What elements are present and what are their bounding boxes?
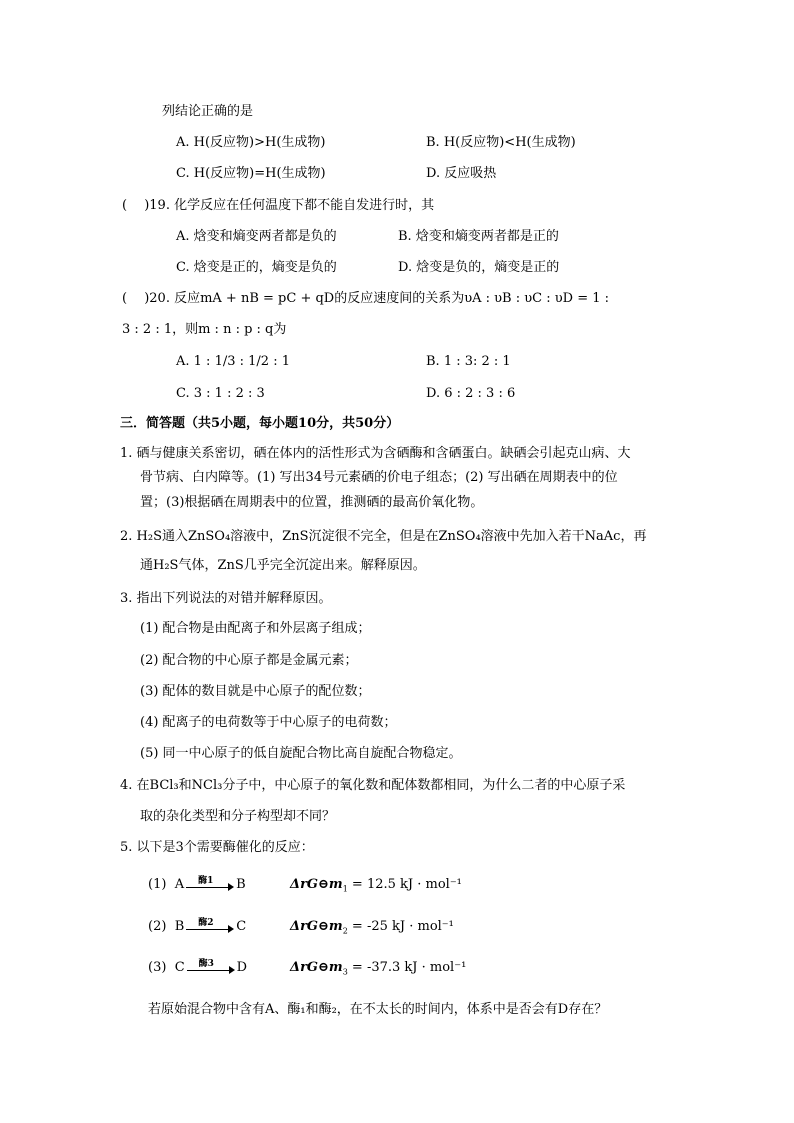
q19-option-c: C. 焓变是正的，熵变是负的 xyxy=(176,260,337,275)
q20-stem-line2: 3 : 2 : 1，则m : n : p : q为 xyxy=(122,322,287,337)
q18-option-a: A. H(反应物)>H(生成物) xyxy=(176,135,326,150)
reaction-1: (1) A 酶1 B xyxy=(148,875,246,892)
s3-item-5: (5) 同一中心原子的低自旋配合物比高自旋配合物稳定。 xyxy=(140,746,462,761)
s5-stem: 5. 以下是3个需要酶催化的反应： xyxy=(120,840,314,855)
q18-tail: 列结论正确的是 xyxy=(162,104,254,119)
s1-line3: 置；(3)根据硒在周期表中的位置，推测硒的最高价氧化物。 xyxy=(140,495,484,510)
reaction-arrow-icon: 酶2 xyxy=(186,921,234,933)
q20-option-d: D. 6 : 2 : 3 : 6 xyxy=(426,386,516,401)
s4-line1: 4. 在BCl₃和NCl₃分子中，中心原子的氧化数和配体数都相同，为什么二者的中心原子采 xyxy=(120,778,626,793)
s3-item-2: (2) 配合物的中心原子都是金属元素； xyxy=(140,653,358,668)
reaction-2: (2) B 酶2 C xyxy=(148,917,247,934)
s3-item-3: (3) 配体的数目就是中心原子的配位数； xyxy=(140,684,371,699)
reaction-arrow-icon: 酶3 xyxy=(187,962,235,974)
delta-g-2: $\Delta rG⊖m_2 = -25$ kJ · mol⁻¹ xyxy=(290,919,454,936)
reaction-3: (3) C 酶3 D xyxy=(148,958,248,975)
q19-option-b: B. 焓变和熵变两者都是正的 xyxy=(398,229,559,244)
q19-stem: ( )19. 化学反应在任何温度下都不能自发进行时，其 xyxy=(122,198,435,213)
s2-line1: 2. H₂S通入ZnSO₄溶液中，ZnS沉淀很不完全，但是在ZnSO₄溶液中先加入若干NaAc，再 xyxy=(120,529,647,544)
s4-line2: 取的杂化类型和分子构型却不同？ xyxy=(140,809,336,824)
s1-line2: 骨节病、白内障等。(1) 写出34号元素硒的价电子组态；(2) 写出硒在周期表中的位 xyxy=(140,470,618,485)
delta-g-1: $\Delta rG⊖m_1 = 12.5$ kJ · mol⁻¹ xyxy=(290,877,462,894)
q18-option-d: D. 反应吸热 xyxy=(426,166,497,181)
s2-line2: 通H₂S气体，ZnS几乎完全沉淀出来。解释原因。 xyxy=(140,558,426,573)
s3-item-4: (4) 配离子的电荷数等于中心原子的电荷数； xyxy=(140,715,397,730)
delta-g-3: $\Delta rG⊖m_3 = -37.3$ kJ · mol⁻¹ xyxy=(290,960,467,977)
q20-option-b: B. 1 : 3: 2 : 1 xyxy=(426,354,511,369)
s3-item-1: (1) 配合物是由配离子和外层离子组成； xyxy=(140,621,371,636)
s5-question: 若原始混合物中含有A、酶₁和酶₂，在不太长的时间内，体系中是否会有D存在？ xyxy=(148,1002,608,1017)
q20-option-c: C. 3 : 1 : 2 : 3 xyxy=(176,386,265,401)
section-3-heading: 三．简答题（共5小题，每小题10分，共50分） xyxy=(120,416,400,431)
reaction-arrow-icon: 酶1 xyxy=(186,879,234,891)
q19-option-d: D. 焓变是负的，熵变是正的 xyxy=(398,260,560,275)
s1-line1: 1. 硒与健康关系密切，硒在体内的活性形式为含硒酶和含硒蛋白。缺硒会引起克山病、大 xyxy=(120,446,631,461)
s3-stem: 3. 指出下列说法的对错并解释原因。 xyxy=(120,591,332,606)
q20-option-a: A. 1 : 1/3 : 1/2 : 1 xyxy=(176,354,290,369)
q18-option-b: B. H(反应物)<H(生成物) xyxy=(426,135,576,150)
q20-stem-line1: ( )20. 反应mA + nB = pC + qD的反应速度间的关系为υA : υB : υC : υD = 1 : xyxy=(122,291,610,306)
q18-option-c: C. H(反应物)=H(生成物) xyxy=(176,166,326,181)
q19-option-a: A. 焓变和熵变两者都是负的 xyxy=(176,229,337,244)
